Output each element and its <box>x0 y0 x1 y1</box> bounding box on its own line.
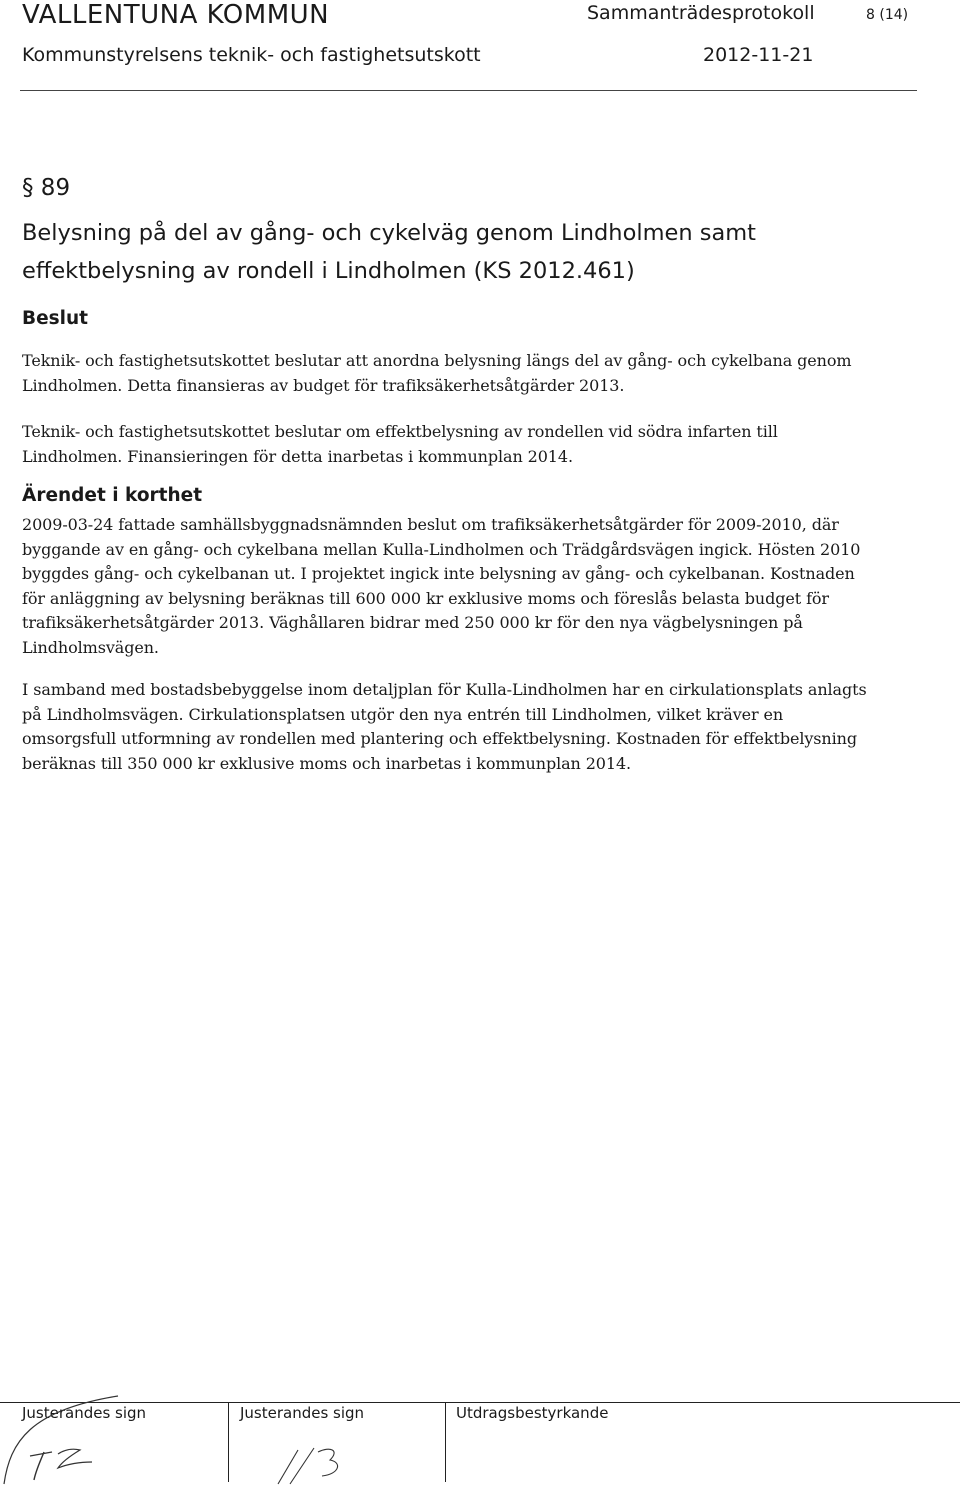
document-type: Sammanträdesprotokoll <box>587 2 815 24</box>
section-number: § 89 <box>22 175 71 201</box>
committee-name: Kommunstyrelsens teknik- och fastighetsutskott <box>22 44 481 66</box>
header-divider <box>20 90 917 91</box>
signature-separator-2 <box>445 1402 446 1482</box>
decision-paragraph-1: Teknik- och fastighetsutskottet beslutar att anordna belysning längs del av gång- och cykelbana genom Lindholmen. Detta finansieras av budget för trafiksäkerhetsåtgärder 2013. <box>22 351 852 395</box>
signature-label-1: Justerandes sign <box>22 1404 147 1422</box>
summary-paragraph-1: 2009-03-24 fattade samhällsbyggnadsnämnden beslut om trafiksäkerhetsåtgärder för 2009-2010, där byggande av en gång- och cykelbana mellan Kulla-Lindholmen och Trädgårdsvägen ingick. Hösten 2010 byggdes gång- och cykelbanan ut. I projektet ingick inte belysning av gång- och cykelbanan. Kostnaden för anläggning av belysning beräknas till 600 000 kr exklusive moms och föreslås belasta budget för trafiksäkerhetsåtgärder 2013. Väghållaren bidrar med 250 000 kr för den nya vägbelysningen på Lindholmsvägen. <box>22 515 861 657</box>
signature-label-2: Justerandes sign <box>240 1404 365 1422</box>
handwritten-signature-1 <box>0 1392 230 1489</box>
page-number: 8 (14) <box>866 7 909 23</box>
section-title: Belysning på del av gång- och cykelväg genom Lindholmen samt effektbelysning av rondell i Lindholmen (KS 2012.461) <box>22 220 757 284</box>
signature-label-3: Utdragsbestyrkande <box>456 1404 609 1422</box>
decision-paragraph-2: Teknik- och fastighetsutskottet beslutar om effektbelysning av rondellen vid södra infarten till Lindholmen. Finansieringen för detta inarbetas i kommunplan 2014. <box>22 422 778 466</box>
summary-heading: Ärendet i korthet <box>22 485 203 506</box>
meeting-date: 2012-11-21 <box>703 44 814 66</box>
summary-paragraph-2: I samband med bostadsbebyggelse inom detaljplan för Kulla-Lindholmen har en cirkulationsplats anlagts på Lindholmsvägen. Cirkulationsplatsen utgör den nya entrén till Lindholmen, vilket kräver en omsorgsfull utformning av rondellen med plantering och effektbelysning. Kostnaden för effektbelysning beräknas till 350 000 kr exklusive moms och inarbetas i kommunplan 2014. <box>22 680 867 773</box>
decision-heading: Beslut <box>22 308 89 329</box>
handwritten-signature-2 <box>270 1440 360 1489</box>
organization-name: VALLENTUNA KOMMUN <box>22 0 330 30</box>
